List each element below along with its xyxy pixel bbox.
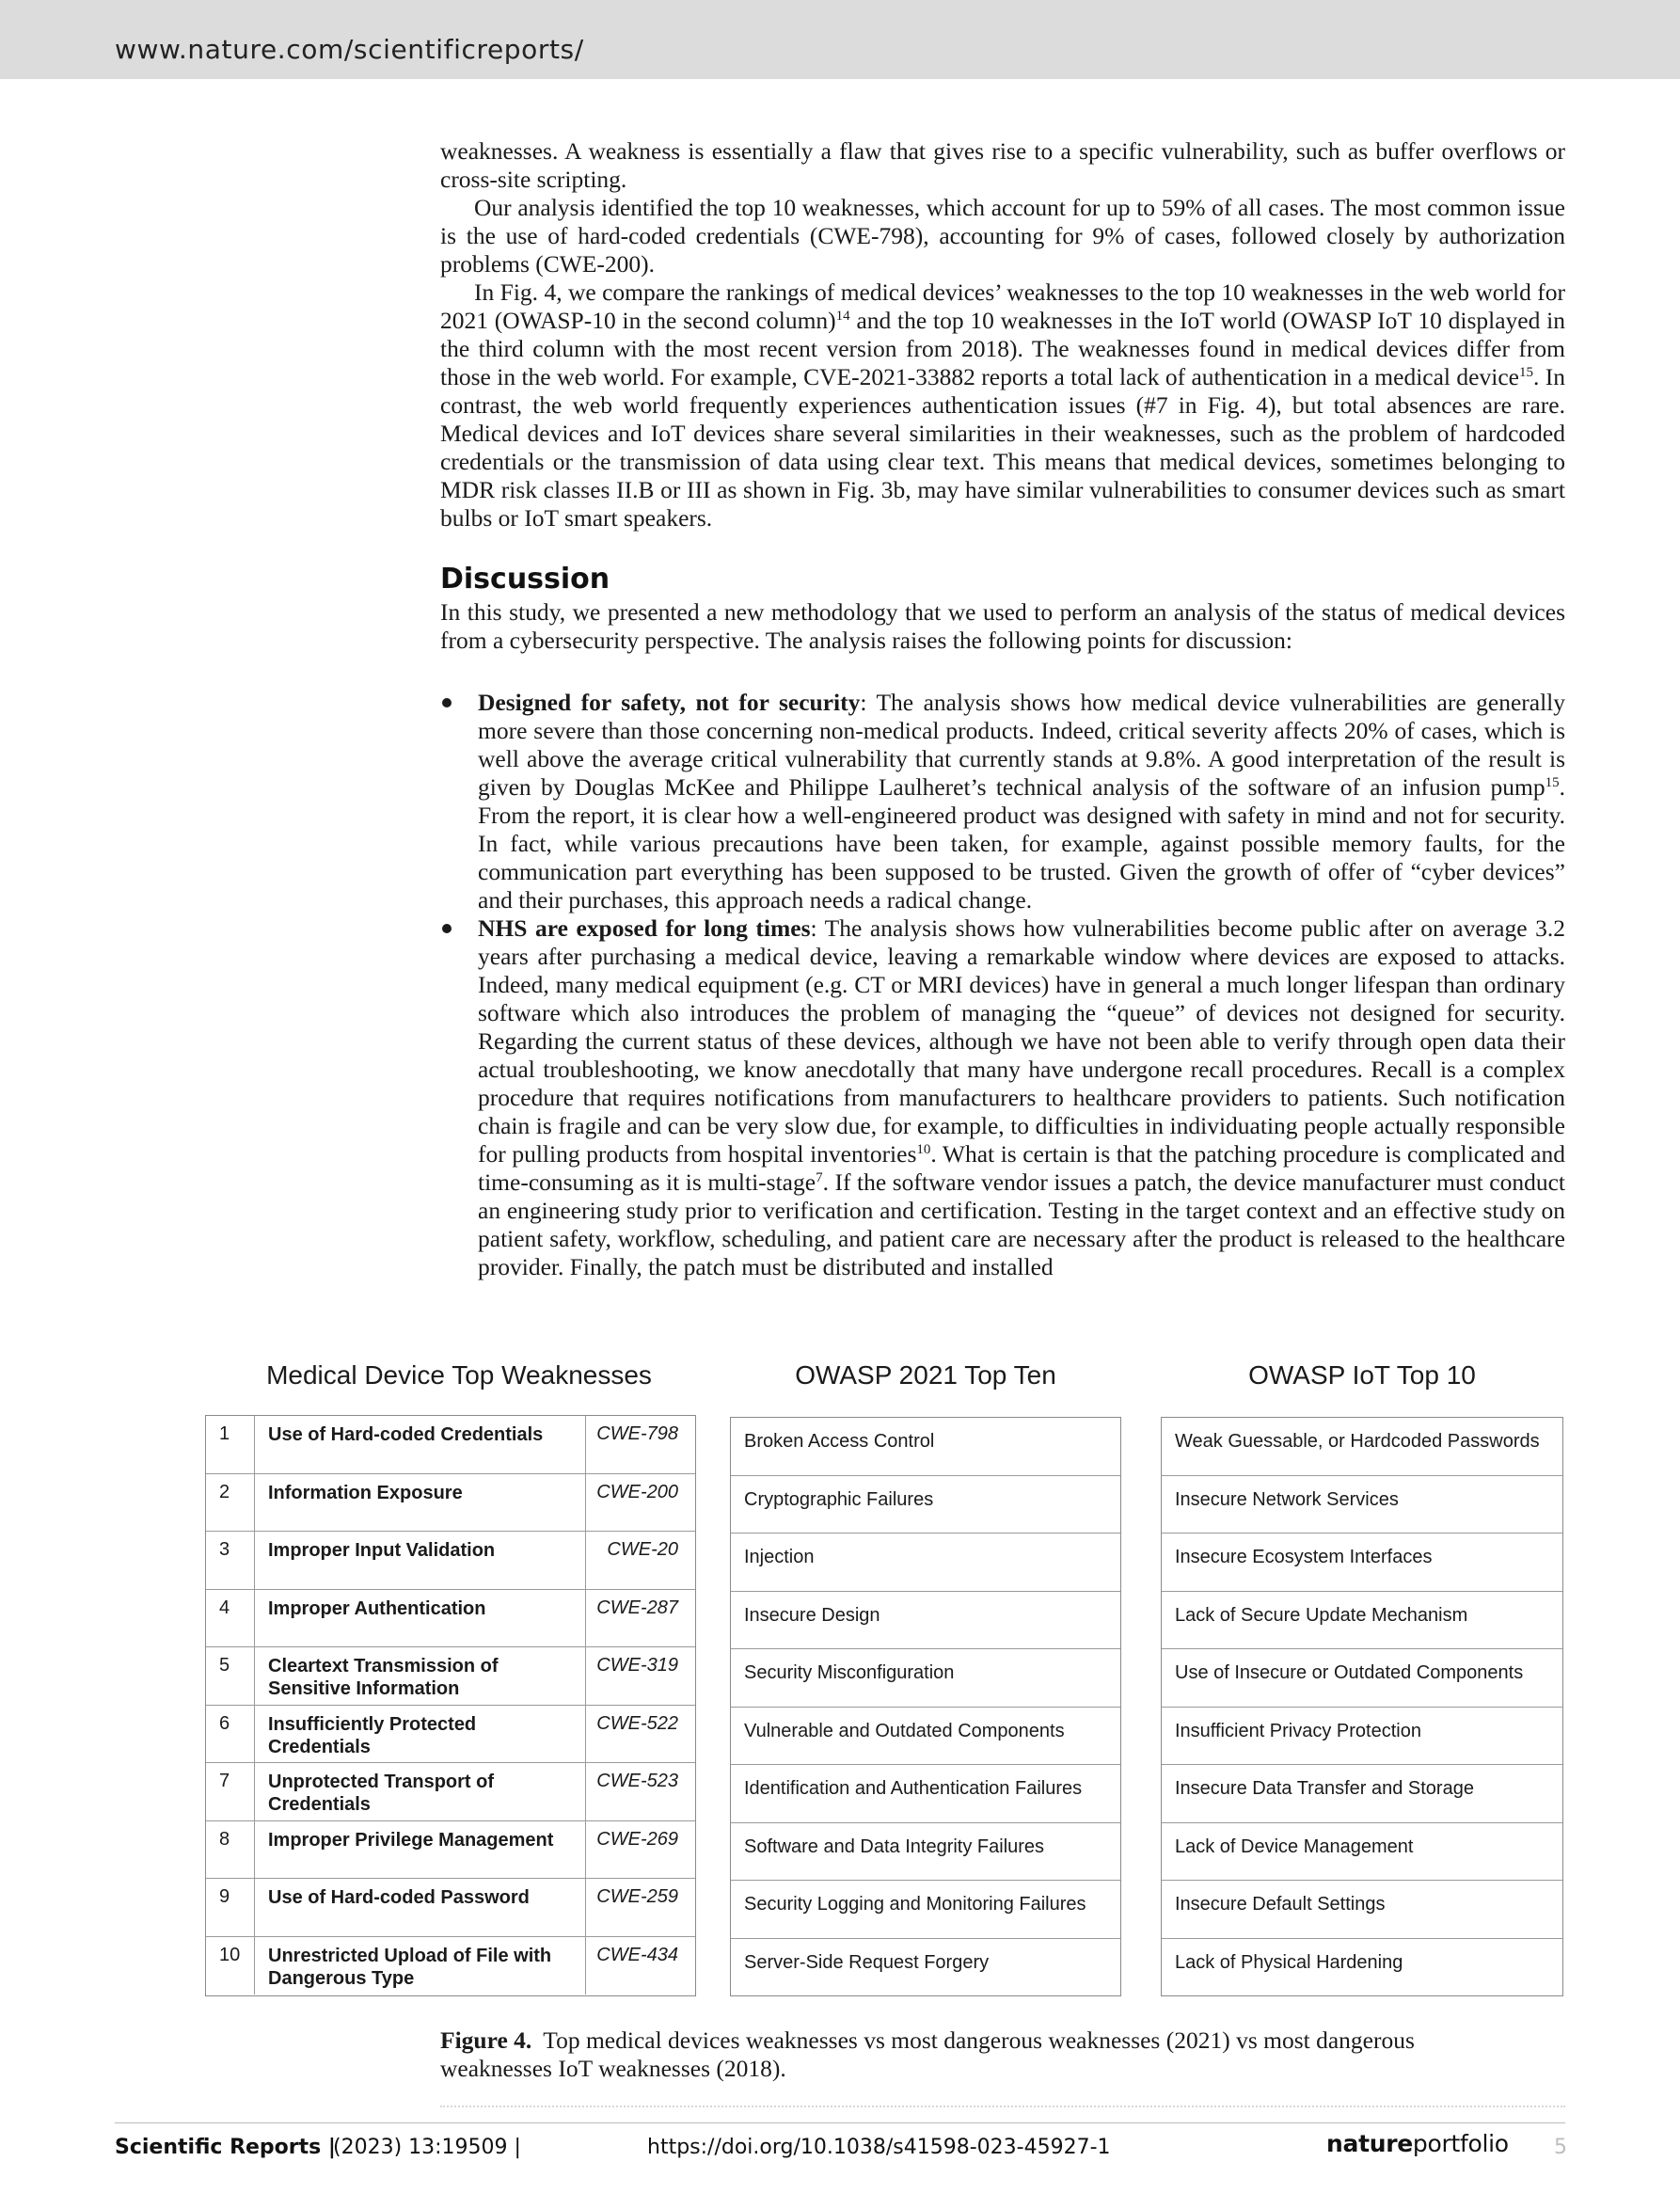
list-item: Weak Guessable, or Hardcoded Passwords [1162,1418,1562,1476]
list-item: Security Misconfiguration [731,1649,1120,1708]
list-item: Insecure Network Services [1162,1476,1562,1534]
table-row [206,1821,695,1880]
footer-doi-link[interactable]: https://doi.org/10.1038/s41598-023-45927-1 [647,2136,1111,2159]
weakness-name-cell: Use of Hard-coded Credentials [255,1416,586,1473]
rank-cell: 5 [206,1647,255,1705]
weakness-name-cell: Improper Authentication [255,1590,586,1647]
point-text: : The analysis shows how vulnerabilities become public after on average 3.2 years after purchasing a medical device, leaving a remarkable window where devices are exposed to attacks. Indeed, many medical equipment (e.g. CT or MRI devices) have in general a much longer lifespan than ordinary software which also introduces the problem of managing the “queue” of devices not designed for security. Regarding the current status of these devices, although we have not been able to verify through open data their actual troubleshooting, we know anecdotally that many have undergone recall procedures. Recall is a complex procedure that requires notifications from manufacturers to healthcare providers to patients. Such notification chain is fragile and can be very slow due, for example, to difficulties in individuating people actually responsible for pulling products from hospital inventories [478,914,1565,1168]
figure-title-iot: OWASP IoT Top 10 [1248,1360,1476,1390]
list-item: Insecure Ecosystem Interfaces [1162,1534,1562,1592]
cwe-id-cell: CWE-319 [596,1655,678,1676]
paragraph-top-weaknesses: Our analysis identified the top 10 weaknesses, which account for up to 59% of all cases. The most common issue is the use of hard-coded credentials (CWE-798), accounting for 9% of cases, followed closely by authorization problems (CWE-200). [440,194,1565,278]
discussion-points [440,689,1565,1281]
weakness-name-cell: Information Exposure [255,1474,586,1532]
reference-15[interactable]: 15 [1545,775,1560,790]
point-text: . If the software vendor issues a patch, the device manufacturer must conduct an engineering study prior to verification and certification. Testing in the target context and an effective study on patient safety, workflow, scheduling, and patient care are necessary after the product is released to the healthcare provider. Finally, the patch must be distributed and installed [478,1168,1565,1280]
list-item: Insecure Data Transfer and Storage [1162,1765,1562,1823]
table-row [206,1532,695,1590]
rank-cell: 2 [206,1474,255,1532]
list-item: Cryptographic Failures [731,1476,1120,1534]
list-item: Security Logging and Monitoring Failures [731,1881,1120,1939]
bullet-icon [442,698,452,707]
table-row [206,1763,695,1821]
figure-title-owasp: OWASP 2021 Top Ten [795,1360,1056,1390]
cwe-id-cell: CWE-269 [596,1828,678,1850]
publisher-logo-nature: nature [1326,2130,1413,2157]
cwe-id-cell: CWE-20 [607,1539,678,1560]
weakness-name-cell: Insufficiently Protected Credentials [255,1706,586,1763]
reference-15[interactable]: 15 [1518,365,1533,380]
list-item: Server-Side Request Forgery [744,1951,990,1973]
publisher-logo [1326,2130,1509,2157]
dotted-divider [440,2106,1565,2107]
rank-cell: 8 [206,1821,255,1879]
cwe-id-cell: CWE-522 [596,1712,678,1734]
weakness-name-cell: Improper Privilege Management [255,1821,586,1879]
p3-text-b: and the top 10 weaknesses in the IoT world (OWASP IoT 10 displayed in the third column with the most recent version from 2018). The weaknesses found in medical devices differ from those in the web world. For example, CVE-2021-33882 reports a total lack of authentication in a medical device [440,307,1565,390]
weakness-name-cell: Unrestricted Upload of File with Dangerous Type [255,1937,586,1995]
figure-title-medical: Medical Device Top Weaknesses [266,1360,652,1390]
list-item: Insecure Default Settings [1162,1881,1562,1939]
discussion-point-exposure [440,914,1565,1281]
list-item: Software and Data Integrity Failures [731,1823,1120,1882]
p3-text-a: In Fig. 4, we compare the rankings of medical devices’ weaknesses to the top 10 weaknesses in the web world for 2021 (OWASP-10 in the second column) [440,278,1565,334]
list-item: Broken Access Control [731,1418,1120,1476]
p3-text-c: . In contrast, the web world frequently experiences authentication issues (#7 in Fig. 4), but total absences are rare. Medical devices and IoT devices share several similarities in their weaknesses, such as the problem of hardcoded credentials or the transmission of data using clear text. This means that medical devices, sometimes belonging to MDR risk classes II.B or III as shown in Fig. 3b, may have similar vulnerabilities to consumer devices such as smart bulbs or IoT smart speakers. [440,363,1565,532]
table-row [206,1879,695,1937]
point-title: Designed for safety, not for security [478,689,861,716]
list-item: Vulnerable and Outdated Components [731,1708,1120,1766]
weakness-name-cell: Unprotected Transport of Credentials [255,1763,586,1820]
cwe-id-cell: CWE-523 [596,1771,678,1791]
paragraph-fig4-comparison [440,278,1565,532]
point-text: : The analysis shows how medical device vulnerabilities are generally more severe than those concerning non-medical products. Indeed, critical severity affects 20% of cases, which is well above the average critical vulnerability that currently stands at 9.8%. A good interpretation of the result is given by Douglas McKee and Philippe Laulheret’s technical analysis of the software of an infusion pump [478,689,1566,801]
reference-7[interactable]: 7 [816,1170,823,1185]
section-heading-discussion: Discussion [440,563,610,596]
table-row [206,1416,695,1474]
bullet-icon [442,924,452,933]
cwe-id-cell: CWE-200 [596,1481,678,1502]
figure-caption [440,2026,1494,2083]
table-row [206,1937,695,1995]
list-item: Lack of Secure Update Mechanism [1162,1592,1562,1650]
list-item: Lack of Device Management [1162,1823,1562,1882]
list-item: Injection [731,1534,1120,1592]
table-row [206,1474,695,1533]
rank-cell: 1 [206,1416,255,1473]
reference-14[interactable]: 14 [835,309,850,324]
publisher-logo-portfolio: portfolio [1412,2130,1509,2157]
table-row [206,1647,695,1706]
footer-divider [115,2122,1565,2123]
owasp-top-ten-list [730,1417,1121,1996]
cwe-id-cell: CWE-259 [596,1886,678,1907]
list-item: Lack of Physical Hardening [1175,1951,1403,1973]
list-item: Identification and Authentication Failures [731,1765,1120,1823]
cwe-id-cell: CWE-287 [596,1597,678,1618]
point-text: . What is certain is that the patching procedure is complicated and time-consuming as it is multi-stage [478,1140,1565,1196]
weakness-name-cell: Improper Input Validation [255,1532,586,1589]
list-item: Insecure Design [731,1592,1120,1650]
owasp-iot-list [1161,1417,1563,1996]
cwe-id-cell: CWE-434 [596,1944,678,1965]
footer-journal: Scientific Reports | [115,2136,336,2159]
rank-cell: 7 [206,1763,255,1820]
caption-label: Figure 4. [440,2026,532,2054]
paragraph-weakness-definition: weaknesses. A weakness is essentially a flaw that gives rise to a specific vulnerability, such as buffer overflows or cross-site scripting. [440,137,1565,193]
discussion-intro: In this study, we presented a new methodology that we used to perform an analysis of the status of medical devices from a cybersecurity perspective. The analysis raises the following points for discussion: [440,598,1565,654]
results-text [440,137,1565,532]
point-title: NHS are exposed for long times [478,914,811,942]
table-row [206,1706,695,1764]
caption-text: Top medical devices weaknesses vs most dangerous weaknesses (2021) vs most dangerous weaknesses IoT weaknesses (2018). [440,2026,1415,2082]
reference-10[interactable]: 10 [916,1142,931,1157]
point-text: . From the report, it is clear how a well-engineered product was designed with safety in mind and not for security. In fact, while various precautions have been taken, for example, against possible memory faults, for the communication part everything has been supposed to be trusted. Given the growth of offer of “cyber devices” and their purchases, this approach needs a radical change. [478,773,1565,914]
site-url[interactable]: www.nature.com/scientificreports/ [115,34,584,65]
rank-cell: 9 [206,1879,255,1936]
site-header-bar [0,0,1680,79]
list-item: Use of Insecure or Outdated Components [1162,1649,1562,1708]
page-number: 5 [1554,2136,1567,2159]
list-item: Insufficient Privacy Protection [1162,1708,1562,1766]
rank-cell: 3 [206,1532,255,1589]
medical-weaknesses-table [205,1415,696,1996]
discussion-point-safety [440,689,1565,914]
weakness-name-cell: Use of Hard-coded Password [255,1879,586,1936]
cwe-id-cell: CWE-798 [596,1423,678,1444]
weakness-name-cell: Cleartext Transmission of Sensitive Information [255,1647,586,1705]
rank-cell: 10 [206,1937,255,1995]
rank-cell: 6 [206,1706,255,1763]
table-row [206,1590,695,1648]
footer-volume: (2023) 13:19509 | [333,2136,521,2159]
rank-cell: 4 [206,1590,255,1647]
